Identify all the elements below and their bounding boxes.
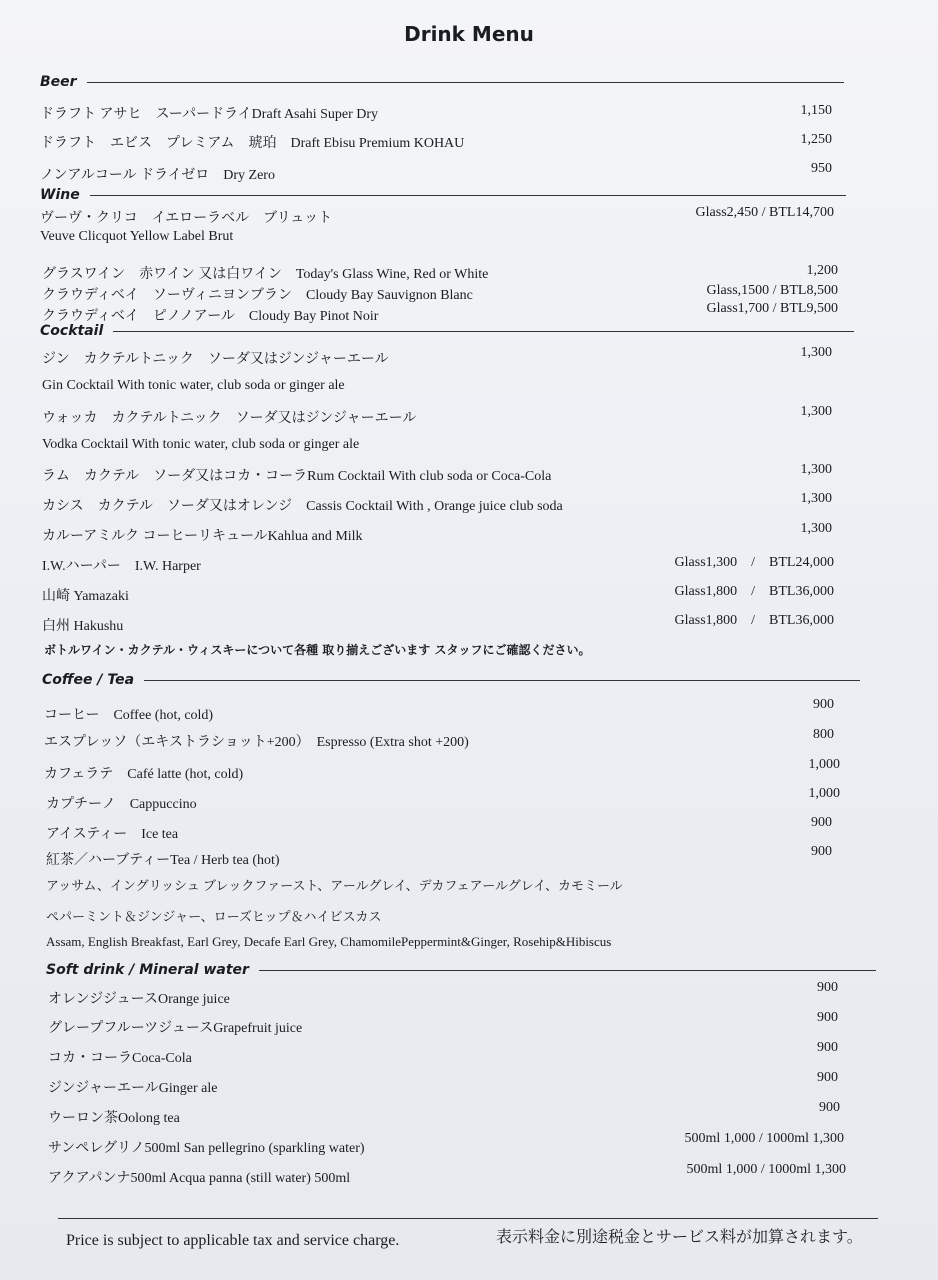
section-soft-drink-label: Soft drink / Mineral water [46,962,249,978]
section-divider [113,331,854,332]
section-wine [40,187,846,203]
menu-item-price: 1,150 [800,103,832,118]
menu-item: ジン カクテルトニック ソーダ又はジンジャーエール [42,352,389,367]
menu-item-price: 500ml 1,000 / 1000ml 1,300 [684,1131,844,1146]
menu-item-price: 900 [817,1070,838,1085]
menu-item-price: 1,300 [800,491,832,506]
menu-item-price: 900 [817,1040,838,1055]
menu-item: Gin Cocktail With tonic water, club soda or ginger ale [42,378,345,393]
menu-item: クラウディベイ ピノノアール Cloudy Bay Pinot Noir [42,309,379,324]
menu-item-price: 500ml 1,000 / 1000ml 1,300 [686,1162,846,1177]
menu-item-price: Glass,1500 / BTL8,500 [706,283,838,298]
menu-item-price: 900 [817,1010,838,1025]
menu-item-price: 900 [811,815,832,830]
section-divider [259,970,876,971]
menu-item: コーヒー Coffee (hot, cold) [44,708,214,723]
footer-divider [58,1218,878,1219]
menu-item: ドラフト エビス プレミアム 琥珀 Draft Ebisu Premium KOHAU [40,136,465,151]
section-divider [87,82,844,83]
footer-note-en: Price is subject to applicable tax and service charge. [66,1232,400,1249]
menu-item: アクアパンナ500ml Acqua panna (still water) 500ml [48,1171,351,1186]
menu-item-price: 1,250 [800,132,832,147]
section-wine-label: Wine [40,187,80,203]
section-coffee-label: Coffee / Tea [42,672,135,688]
menu-item-price: 1,000 [808,786,840,801]
menu-item: カプチーノ Cappuccino [46,797,197,812]
menu-item: Vodka Cocktail With tonic water, club soda or ginger ale [42,437,360,452]
menu-item: ラム カクテル ソーダ又はコカ・コーラRum Cocktail With club soda or Coca-Cola [42,469,552,484]
menu-item-price: Glass2,450 / BTL14,700 [695,205,834,220]
menu-item: カフェラテ Café latte (hot, cold) [44,767,244,782]
menu-item: ドラフト アサヒ スーパードライDraft Asahi Super Dry [40,107,379,122]
footer-note-ja: 表示料金に別途税金とサービス料が加算されます。 [496,1229,863,1246]
menu-item: ノンアルコール ドライゼロ Dry Zero [40,168,275,183]
menu-item: クラウディベイ ソーヴィニヨンブラン Cloudy Bay Sauvignon Blanc [42,288,473,303]
menu-item: カシス カクテル ソーダ又はオレンジ Cassis Cocktail With , Orange juice club soda [42,499,563,514]
menu-item: グレープフルーツジュースGrapefruit juice [48,1021,303,1036]
menu-item-price: 1,300 [800,404,832,419]
menu-item-price: 1,200 [806,263,838,278]
menu-item: I.W.ハーパー I.W. Harper [42,559,201,574]
menu-item-price: Glass1,700 / BTL9,500 [706,301,838,316]
menu-item: カルーアミルク コーヒーリキュールKahlua and Milk [42,529,363,544]
menu-item-price: 900 [819,1100,840,1115]
menu-item-price: Glass1,300 / BTL24,000 [674,555,834,570]
section-cocktail-label: Cocktail [40,323,104,339]
section-coffee [42,672,860,688]
menu-item: エスプレッソ（エキストラショット+200） Espresso (Extra shot +200) [44,735,469,750]
menu-item-price: Glass1,800 / BTL36,000 [674,613,834,628]
menu-item: ウーロン茶Oolong tea [48,1111,180,1126]
menu-item: Veuve Clicquot Yellow Label Brut [40,229,234,244]
section-divider [144,680,860,681]
menu-item: ジンジャーエールGinger ale [48,1081,218,1096]
menu-item-price: 900 [817,980,838,995]
menu-item-price: 1,000 [808,757,840,772]
section-cocktail [40,323,854,339]
menu-item: グラスワイン 赤ワイン 又は白ワイン Today's Glass Wine, Red or White [42,267,489,282]
menu-item-price: 950 [811,161,832,176]
menu-item: ウォッカ カクテルトニック ソーダ又はジンジャーエール [42,411,417,426]
menu-item: アイスティー Ice tea [46,827,179,842]
menu-title: Drink Menu [404,22,534,46]
section-beer [40,74,844,90]
menu-item-price: 900 [811,844,832,859]
menu-item: コカ・コーラCoca-Cola [48,1051,192,1066]
menu-item: 白州 Hakushu [42,619,124,634]
cocktail-note: ボトルワイン・カクテル・ウィスキーについて各種 取り揃えございます スタッフにご確認ください。 [44,643,591,657]
menu-item: 山崎 Yamazaki [42,589,129,604]
menu-item-price: 800 [813,727,834,742]
section-divider [90,195,846,196]
section-soft-drink [46,962,876,978]
menu-item-price: 900 [813,697,834,712]
menu-item: サンペレグリノ500ml San pellegrino (sparkling water) [48,1141,365,1156]
section-beer-label: Beer [40,74,77,90]
menu-item-price: 1,300 [800,345,832,360]
menu-item: ペパーミント＆ジンジャー、ローズヒップ＆ハイビスカス [46,909,382,924]
menu-item: オレンジジュースOrange juice [48,992,230,1007]
menu-item-price: 1,300 [800,521,832,536]
menu-item-price: Glass1,800 / BTL36,000 [674,584,834,599]
menu-item: Assam, English Breakfast, Earl Grey, Decafe Earl Grey, ChamomilePeppermint&Ginger, Rosehip&Hibiscus [46,934,612,949]
menu-item: 紅茶／ハーブティーTea / Herb tea (hot) [46,853,280,868]
menu-item: ヴーヴ・クリコ イエローラベル ブリュット [40,211,333,226]
menu-item-price: 1,300 [800,462,832,477]
menu-item: アッサム、イングリッシュ ブレックファースト、アールグレイ、デカフェアールグレイ、カモミール [46,878,623,893]
